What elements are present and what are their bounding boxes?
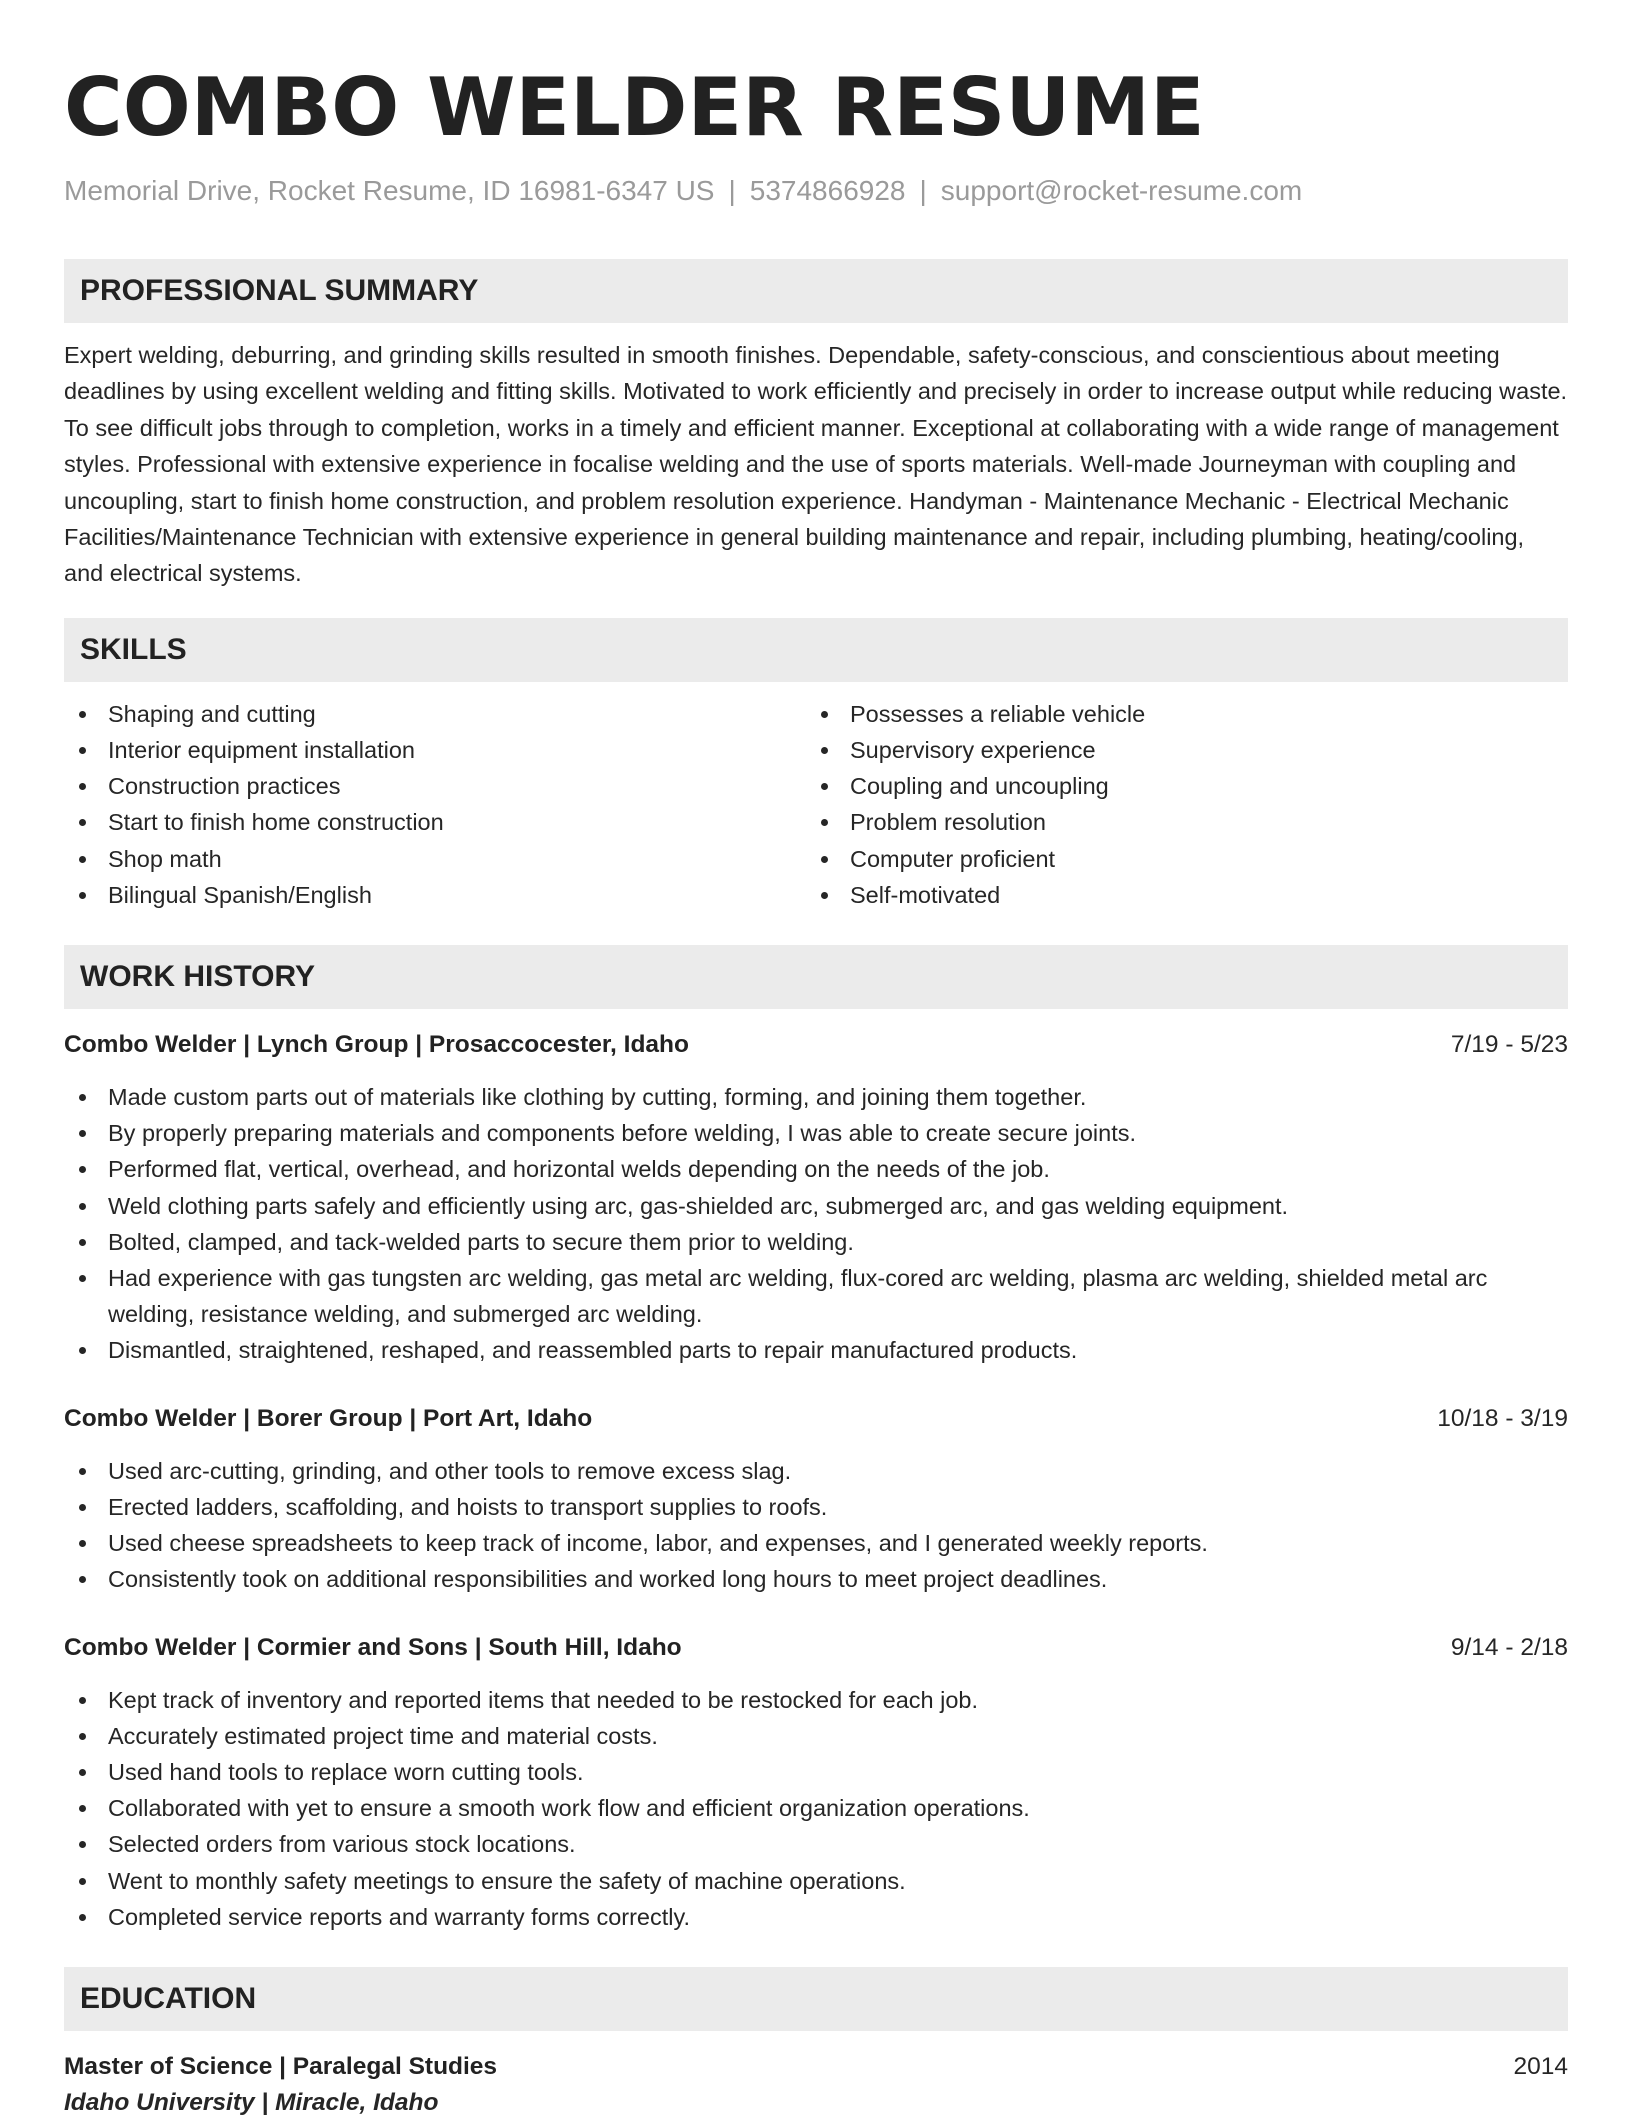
job-duty: Used cheese spreadsheets to keep track of income, labor, and expenses, and I generated weekly reports. [64, 1525, 1568, 1561]
graduation-year: 2014 [1513, 2052, 1568, 2080]
job-entry [64, 1027, 1568, 1369]
skill-item: Computer proficient [806, 841, 1548, 877]
job-duty: Bolted, clamped, and tack-welded parts to secure them prior to welding. [64, 1224, 1568, 1260]
email: support@rocket-resume.com [940, 175, 1303, 206]
skill-item: Bilingual Spanish/English [64, 877, 806, 913]
job-duty: Went to monthly safety meetings to ensure the safety of machine operations. [64, 1863, 1568, 1899]
job-duty: Consistently took on additional responsibilities and worked long hours to meet project deadlines. [64, 1561, 1568, 1597]
skills-columns [64, 696, 1568, 913]
contact-separator: | [919, 175, 927, 206]
skills-right-list [806, 696, 1548, 913]
skill-item: Interior equipment installation [64, 732, 806, 768]
job-duty: Weld clothing parts safely and efficiently using arc, gas-shielded arc, submerged arc, and gas welding equipment. [64, 1188, 1568, 1224]
skill-item: Problem resolution [806, 804, 1548, 840]
job-duty: Erected ladders, scaffolding, and hoists to transport supplies to roofs. [64, 1489, 1568, 1525]
skill-item: Coupling and uncoupling [806, 768, 1548, 804]
job-duties [64, 1453, 1568, 1598]
job-header [64, 1630, 1568, 1666]
skills-section [64, 618, 1568, 913]
degree: Master of Science | Paralegal Studies [64, 2052, 498, 2080]
address: Memorial Drive, Rocket Resume, ID 16981-6347 US [64, 175, 715, 206]
skill-item: Construction practices [64, 768, 806, 804]
resume-title: COMBO WELDER RESUME [64, 61, 1205, 154]
job-duty: Accurately estimated project time and material costs. [64, 1718, 1568, 1754]
skill-item: Self-motivated [806, 877, 1548, 913]
job-title: Combo Welder | Cormier and Sons | South Hill, Idaho [64, 1633, 682, 1661]
job-title: Combo Welder | Borer Group | Port Art, Idaho [64, 1404, 593, 1432]
job-duty: Dismantled, straightened, reshaped, and reassembled parts to repair manufactured products. [64, 1332, 1568, 1368]
job-duties [64, 1682, 1568, 1935]
job-title: Combo Welder | Lynch Group | Prosaccocester, Idaho [64, 1031, 689, 1059]
contact-separator: | [728, 175, 736, 206]
education-section [64, 1967, 1568, 2121]
job-duty: Selected orders from various stock locations. [64, 1826, 1568, 1862]
job-dates: 10/18 - 3/19 [1437, 1404, 1568, 1432]
work-heading: WORK HISTORY [64, 945, 1568, 1009]
summary-heading: PROFESSIONAL SUMMARY [64, 259, 1568, 323]
job-duty: Used hand tools to replace worn cutting tools. [64, 1754, 1568, 1790]
job-entry [64, 1401, 1568, 1598]
job-duty: Kept track of inventory and reported items that needed to be restocked for each job. [64, 1682, 1568, 1718]
skill-item: Supervisory experience [806, 732, 1548, 768]
job-entry [64, 1630, 1568, 1935]
phone: 5374866928 [749, 175, 906, 206]
job-header [64, 1401, 1568, 1437]
contact-line [64, 172, 1568, 210]
education-header [64, 2049, 1568, 2085]
job-duty: Used arc-cutting, grinding, and other tools to remove excess slag. [64, 1453, 1568, 1489]
job-duty: Completed service reports and warranty forms correctly. [64, 1899, 1568, 1935]
job-duty: Collaborated with yet to ensure a smooth work flow and efficient organization operations. [64, 1790, 1568, 1826]
job-duty: By properly preparing materials and components before welding, I was able to create secure joints. [64, 1115, 1568, 1151]
summary-section [64, 259, 1568, 592]
skill-item: Start to finish home construction [64, 804, 806, 840]
summary-text: Expert welding, deburring, and grinding skills resulted in smooth finishes. Dependable, safety-conscious, and conscientious about meeting deadlines by using excellent welding and fitting skills. Motivated to work efficiently and precisely in order to increase output while reducing waste. To see difficult jobs through to completion, works in a timely and efficient manner. Exceptional at collaborating with a wide range of management styles. Professional with extensive experience in focalise welding and the use of sports materials. Well-made Journeyman with coupling and uncoupling, start to finish home construction, and problem resolution experience. Handyman - Maintenance Mechanic - Electrical Mechanic Facilities/Maintenance Technician with extensive experience in general building maintenance and repair, including plumbing, heating/cooling, and electrical systems. [64, 342, 1568, 587]
job-header [64, 1027, 1568, 1063]
skill-item: Possesses a reliable vehicle [806, 696, 1548, 732]
job-duty: Had experience with gas tungsten arc welding, gas metal arc welding, flux-cored arc welding, plasma arc welding, shielded metal arc welding, resistance welding, and submerged arc welding. [64, 1260, 1568, 1332]
job-duty: Made custom parts out of materials like clothing by cutting, forming, and joining them together. [64, 1079, 1568, 1115]
skills-heading: SKILLS [64, 618, 1568, 682]
work-section [64, 945, 1568, 1935]
job-duty: Performed flat, vertical, overhead, and horizontal welds depending on the needs of the job. [64, 1151, 1568, 1187]
school: Idaho University | Miracle, Idaho [64, 2088, 439, 2116]
job-duties [64, 1079, 1568, 1369]
skill-item: Shaping and cutting [64, 696, 806, 732]
job-dates: 9/14 - 2/18 [1450, 1633, 1568, 1661]
skill-item: Shop math [64, 841, 806, 877]
job-dates: 7/19 - 5/23 [1450, 1031, 1568, 1059]
education-heading: EDUCATION [64, 1967, 1568, 2031]
skills-left-list [64, 696, 806, 913]
